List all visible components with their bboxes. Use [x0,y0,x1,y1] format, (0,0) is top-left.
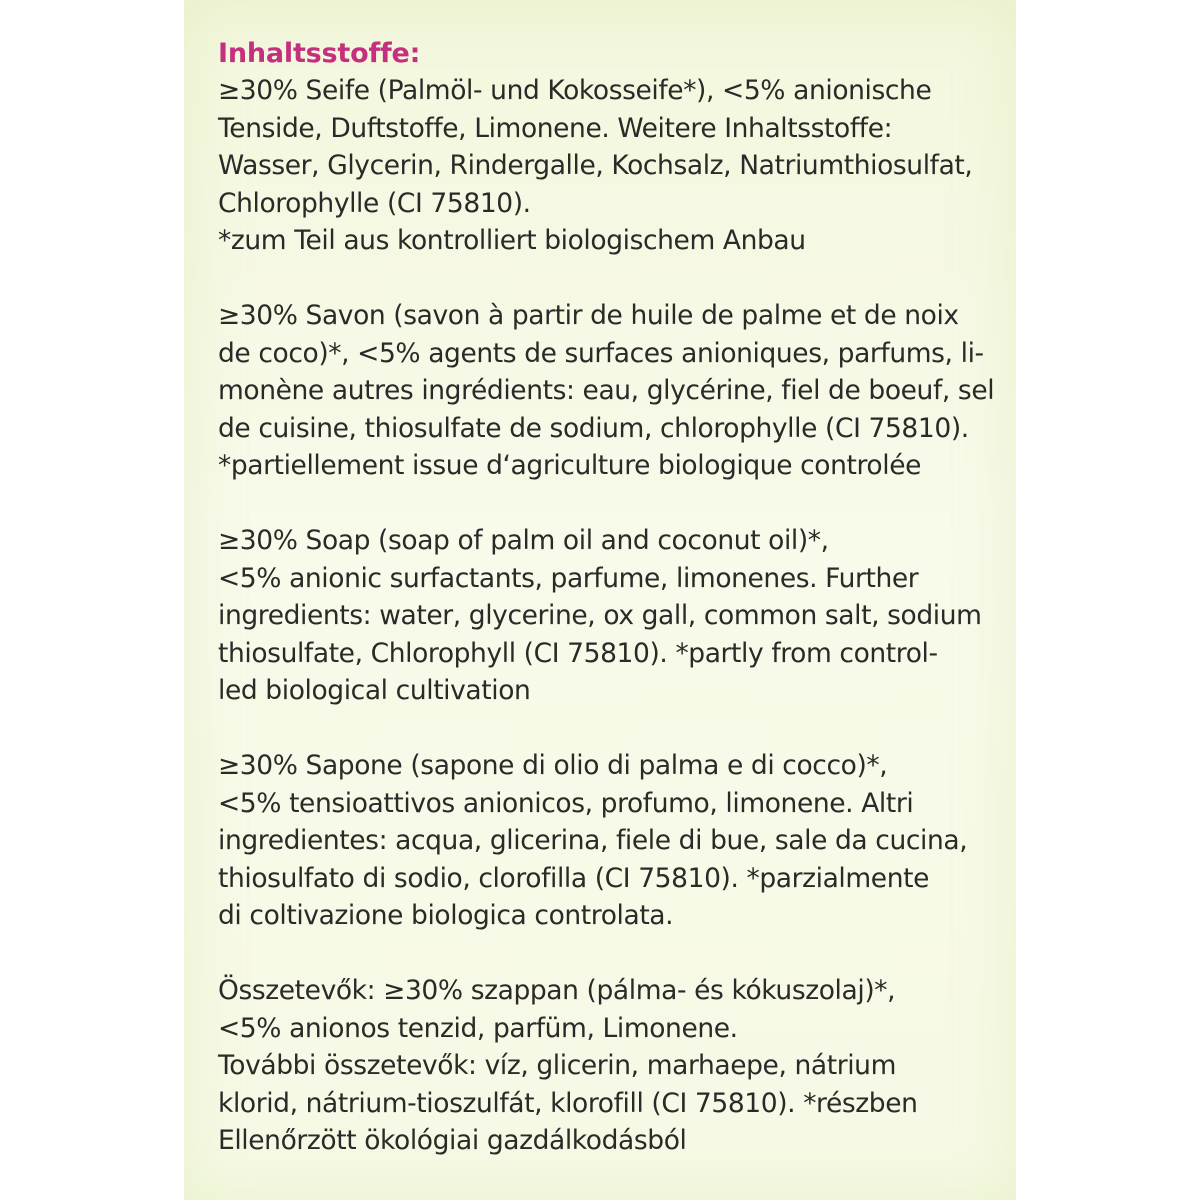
ingredients-line: <5% anionic surfactants, parfume, limonenes. Further [218,562,919,594]
ingredients-line: thiosulfate, Chlorophyll (CI 75810). *partly from control- [218,637,938,669]
ingredients-line: thiosulfato di sodio, clorofilla (CI 75810). *parzialmente [218,862,929,894]
ingredients-line: <5% tensioattivos anionicos, profumo, limonene. Altri [218,787,914,819]
ingredients-line: ≥30% Soap (soap of palm oil and coconut oil)*, [218,525,829,556]
ingredients-line: ≥30% Savon (savon à partir de huile de palme et de noix [218,300,959,331]
ingredients-hungarian [218,972,998,1160]
ingredients-heading: Inhaltsstoffe: [218,38,421,69]
ingredients-english [218,522,998,710]
ingredients-line: Chlorophylle (CI 75810). [218,187,531,219]
ingredients-line: ≥30% Sapone (sapone di olio di palma e di cocco)*, [218,750,888,781]
section-spacer [218,710,998,748]
ingredients-line: klorid, nátrium-tioszulfát, klorofill (CI 75810). *részben [218,1087,918,1119]
section-spacer [218,935,998,973]
ingredients-line: de coco)*, <5% agents de surfaces anioniques, parfums, li- [218,337,984,369]
ingredients-line: ingredients: water, glycerine, ox gall, common salt, sodium [218,600,982,631]
ingredients-line: monène autres ingrédients: eau, glycérine, fiel de boeuf, sel [218,375,995,406]
ingredients-french [218,297,998,485]
ingredients-line: Wasser, Glycerin, Rindergalle, Kochsalz, Natriumthiosulfat, [218,150,973,181]
ingredients-footnote: *zum Teil aus kontrolliert biologischem Anbau [218,225,806,256]
ingredients-german [218,72,998,260]
section-spacer [218,260,998,298]
ingredients-line: ingredientes: acqua, glicerina, fiele di bue, sale da cucina, [218,825,968,856]
ingredients-line: Tenside, Duftstoffe, Limonene. Weitere Inhaltsstoffe: [218,112,893,144]
ingredients-line: További összetevők: víz, glicerin, marhaepe, nátrium [218,1050,896,1081]
ingredients-text-block [218,36,998,1160]
ingredients-line: di coltivazione biologica controlata. [218,900,674,931]
ingredients-line: de cuisine, thiosulfate de sodium, chlorophylle (CI 75810). [218,412,969,444]
ingredients-line: Összetevők: ≥30% szappan (pálma- és kókuszolaj)*, [218,975,896,1006]
ingredients-line: Ellenőrzött ökológiai gazdálkodásból [218,1125,687,1156]
ingredients-line: <5% anionos tenzid, parfüm, Limonene. [218,1012,738,1044]
section-spacer [218,485,998,523]
ingredients-italian [218,747,998,935]
ingredients-line: ≥30% Seife (Palmöl- und Kokosseife*), <5% anionische [218,75,932,106]
ingredients-footnote: *partiellement issue d‘agriculture biologique controlée [218,450,921,481]
ingredients-line: led biological cultivation [218,675,531,706]
